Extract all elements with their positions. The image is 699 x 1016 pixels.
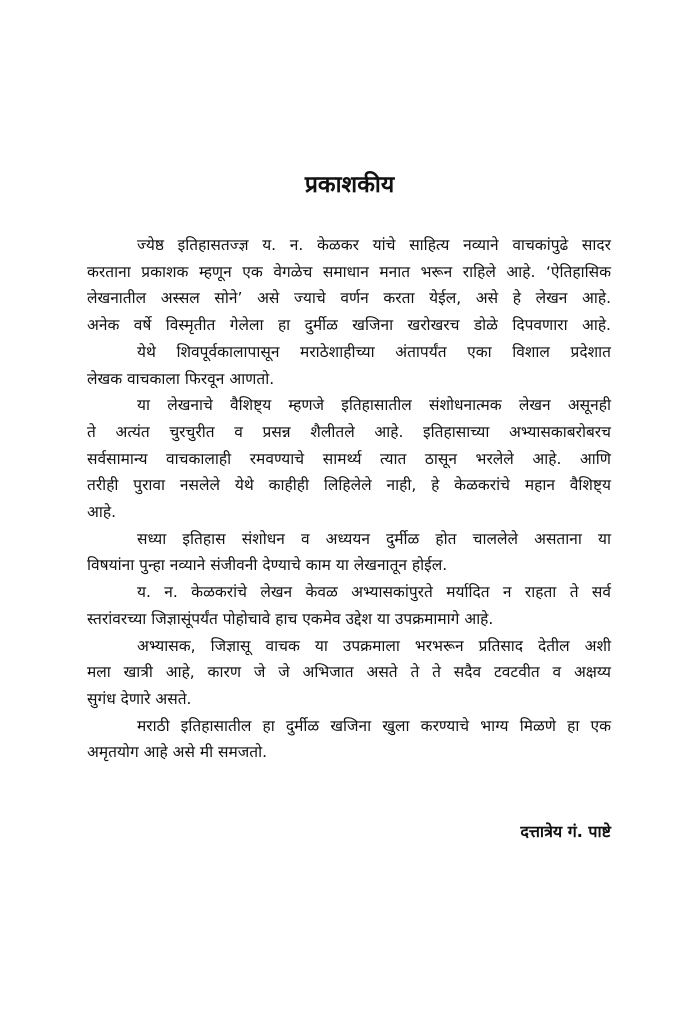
text-line: मला खात्री आहे, कारण जे जे अभिजात असते ते ते सदैव टवटवीत व अक्षय्य	[87, 663, 611, 682]
text-line: विषयांना पुन्हा नव्याने संजीवनी देण्याचे काम या लेखनातून होईल.	[87, 556, 448, 575]
text-line: येथे शिवपूर्वकालापासून मराठेशाहीच्या अंतापर्यंत एका विशाल प्रदेशात	[137, 342, 611, 361]
text-line: अभ्यासक, जिज्ञासू वाचक या उपक्रमाला भरभरून प्रतिसाद देतील अशी	[137, 636, 611, 655]
paragraph	[87, 339, 611, 392]
text-line: लेखक वाचकाला फिरवून आणतो.	[87, 369, 275, 388]
paragraph	[87, 526, 611, 579]
paragraph	[87, 392, 611, 526]
text-line: सध्या इतिहास संशोधन व अध्ययन दुर्मीळ होत चाललेले असताना या	[137, 529, 611, 548]
text-line: करताना प्रकाशक म्हणून एक वेगळेच समाधान मनात भरून राहिले आहे. ‘ऐतिहासिक	[87, 262, 611, 281]
signature: दत्तात्रेय गं. पाष्टे	[520, 822, 611, 841]
paragraph	[87, 579, 611, 632]
paragraph	[87, 633, 611, 713]
text-line: सर्वसामान्य वाचकालाही रमवण्याचे सामर्थ्य त्यात ठासून भरलेले आहे. आणि	[87, 449, 611, 468]
text-line: आहे.	[87, 503, 116, 522]
text-line: सुगंध देणारे असते.	[87, 689, 192, 708]
text-line: अमृतयोग आहे असे मी समजतो.	[87, 743, 268, 762]
text-line: ज्येष्ठ इतिहासतज्ज्ञ य. न. केळकर यांचे साहित्य नव्याने वाचकांपुढे सादर	[137, 236, 611, 254]
page-title: प्रकाशकीय	[304, 172, 395, 198]
text-line: स्तरांवरच्या जिज्ञासूंपर्यंत पोहोचावे हाच एकमेव उद्देश या उपक्रमामागे आहे.	[87, 609, 494, 628]
text-line: तरीही पुरावा नसलेले येथे काहीही लिहिलेले नाही, हे केळकरांचे महान वैशिष्ट्य	[87, 476, 611, 495]
body-text	[87, 232, 611, 766]
text-line: मराठी इतिहासातील हा दुर्मीळ खजिना खुला करण्याचे भाग्य मिळणे हा एक	[137, 716, 611, 735]
paragraph	[87, 232, 611, 339]
paragraph	[87, 713, 611, 766]
text-line: लेखनातील अस्सल सोने’ असे ज्याचे वर्णन करता येईल, असे हे लेखन आहे.	[87, 289, 611, 308]
text-line: ते अत्यंत चुरचुरीत व प्रसन्न शैलीतले आहे. इतिहासाच्या अभ्यासकाबरोबरच	[87, 422, 611, 441]
text-line: या लेखनाचे वैशिष्ट्य म्हणजे इतिहासातील संशोधनात्मक लेखन असूनही	[137, 396, 611, 415]
text-line: अनेक वर्षे विस्मृतीत गेलेला हा दुर्मीळ खजिना खरोखरच डोळे दिपवणारा आहे.	[87, 316, 611, 335]
text-line: य. न. केळकरांचे लेखन केवळ अभ्यासकांपुरते मर्यादित न राहता ते सर्व	[137, 583, 611, 602]
